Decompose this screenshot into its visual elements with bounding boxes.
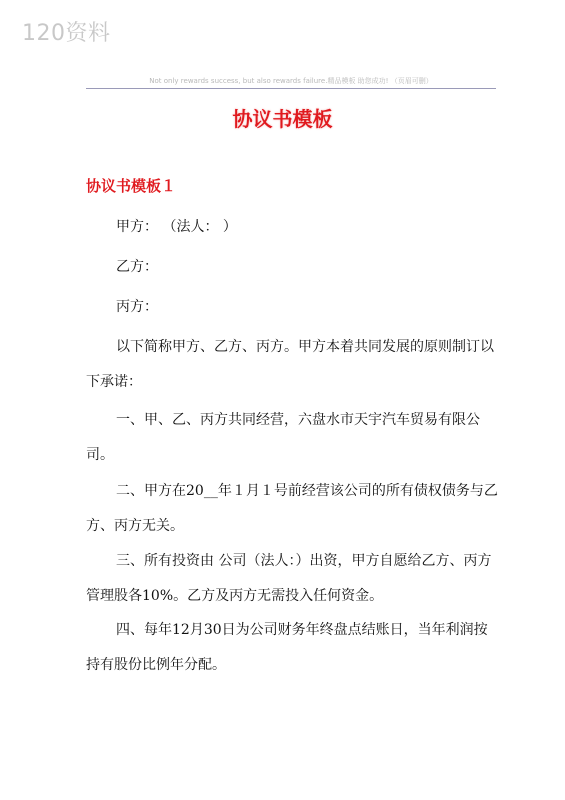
- section-title: 协议书模板１: [86, 177, 177, 195]
- party-b-line: 乙方：: [116, 259, 158, 275]
- page-header-note: Not only rewards success, but also rewards failure.精品模板 助您成功! （页眉可删）: [149, 77, 433, 85]
- clause-3-paragraph: 三、所有投资由 公司（法人：）出资，甲方自愿给乙方、丙方管理股各10%。乙方及丙方无需投入任何资金。: [86, 553, 492, 604]
- clause-2-paragraph: 二、甲方在20__年１月１号前经营该公司的所有债权债务与乙方、丙方无关。: [86, 483, 498, 534]
- clause-1-paragraph: 一、甲、乙、丙方共同经营，六盘水市天宇汽车贸易有限公司。: [86, 412, 480, 463]
- preamble-paragraph: 以下简称甲方、乙方、丙方。甲方本着共同发展的原则制订以下承诺：: [86, 339, 494, 390]
- watermark-logo: 120资料: [22, 21, 111, 46]
- document-title: 协议书模板: [232, 107, 333, 131]
- clause-4-paragraph: 四、每年12月30日为公司财务年终盘点结账日，当年利润按持有股份比例年分配。: [86, 622, 488, 673]
- party-c-line: 丙方：: [116, 299, 158, 315]
- party-a-line: 甲方： （法人： ）: [116, 219, 237, 235]
- header-divider: [86, 88, 496, 89]
